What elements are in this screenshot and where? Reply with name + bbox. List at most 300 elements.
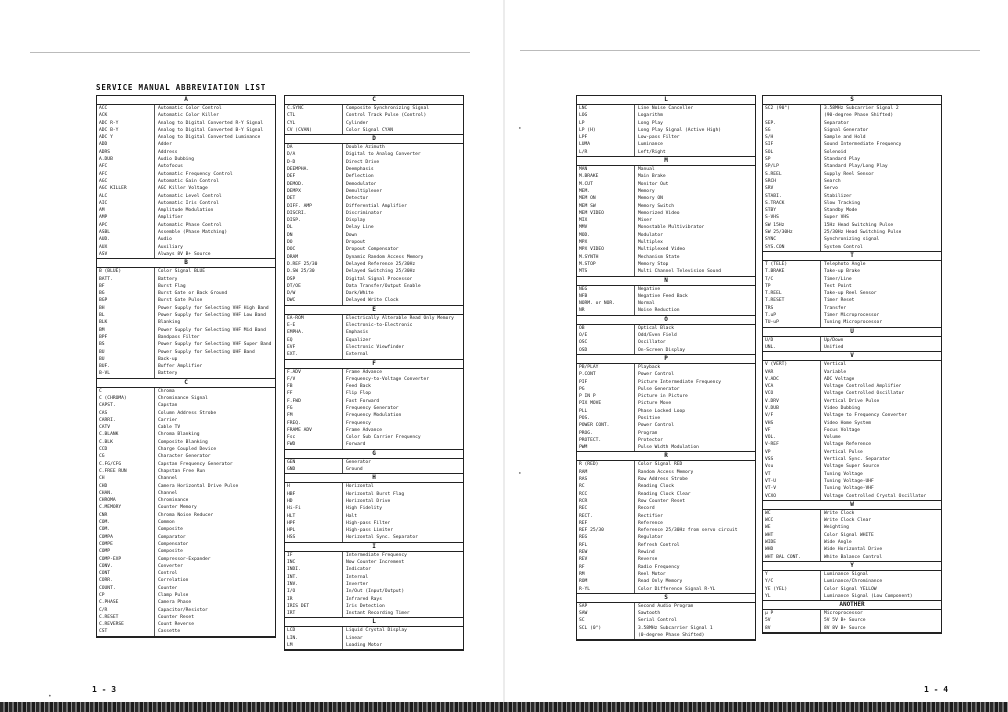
meaning: Power Control	[638, 423, 674, 429]
meaning: Chapstan Free Run	[158, 468, 206, 474]
meaning: Composite Blanking	[158, 439, 208, 445]
abbreviation: CP	[97, 592, 155, 599]
abbreviation-column-4	[762, 95, 942, 634]
abbreviation: EMPHA.	[285, 329, 343, 336]
abbreviation: REF	[577, 520, 635, 527]
abbreviation: CATV	[97, 424, 155, 431]
abbreviation-row	[97, 276, 275, 283]
meaning: Voltage Controlled Oscillator	[824, 391, 905, 397]
abbreviation-row	[97, 290, 275, 297]
abbreviation: CG	[97, 453, 155, 460]
abbreviation: T.BRAKE	[763, 268, 821, 275]
abbreviation: DL	[285, 224, 343, 231]
meaning: Horizontal	[346, 484, 374, 490]
section-header: H	[285, 474, 463, 483]
abbreviation-row	[285, 112, 463, 119]
abbreviation-row	[97, 105, 275, 112]
abbreviation: DEMOD.	[285, 181, 343, 188]
abbreviation: D/A	[285, 151, 343, 158]
abbreviation: PIX MOVE	[577, 400, 635, 407]
abbreviation-row	[285, 283, 463, 290]
abbreviation-row	[763, 112, 941, 119]
abbreviation: ACK	[97, 112, 155, 119]
abbreviation: CYL	[285, 120, 343, 127]
meaning: Refresh Control	[638, 542, 680, 548]
meaning: Channel	[158, 476, 178, 482]
abbreviation-row	[97, 446, 275, 453]
abbreviation: YL	[763, 593, 821, 600]
abbreviation: DIFF. AMP	[285, 203, 343, 210]
meaning: Solenoid	[824, 149, 847, 155]
abbreviation: BL	[97, 312, 155, 319]
meaning: Demultiplexer	[346, 188, 382, 194]
abbreviation-row	[763, 420, 941, 427]
meaning: Standard Play/Long Play	[824, 164, 888, 170]
abbreviation-row	[577, 415, 755, 422]
meaning: Memory ON	[638, 196, 663, 202]
abbreviation: MEM ON	[577, 195, 635, 202]
abbreviation: NFB	[577, 293, 635, 300]
page-number-right: 1 - 4	[924, 685, 949, 694]
meaning: Electrically Alterable Read Only Memory	[346, 315, 454, 321]
abbreviation-row	[285, 315, 463, 322]
meaning: Picture in Picture	[638, 394, 688, 400]
abbreviation-row	[577, 386, 755, 393]
meaning: Telephoto Angle	[824, 261, 866, 267]
meaning: Voltage to Frequency Converter	[824, 413, 907, 419]
section-header: T	[763, 252, 941, 261]
abbreviation-row	[577, 246, 755, 253]
abbreviation-row	[577, 364, 755, 371]
meaning: Variable	[824, 369, 847, 375]
abbreviation: F.ADV	[285, 369, 343, 376]
meaning: High-pass Filter	[346, 520, 391, 526]
meaning: Color Signal RED	[638, 462, 683, 468]
abbreviation-row	[577, 379, 755, 386]
meaning: Down	[346, 232, 358, 238]
abbreviation: NR	[577, 307, 635, 314]
abbreviation-row	[763, 471, 941, 478]
meaning: Slow Tracking	[824, 200, 860, 206]
abbreviation: D.SW 25/30	[285, 268, 343, 275]
abbreviation-row	[763, 361, 941, 368]
abbreviation-row	[577, 371, 755, 378]
meaning: Channel	[158, 490, 178, 496]
meaning: Horizontal Sync. Separator	[346, 535, 418, 541]
meaning: 5V 5V B+ Source	[824, 618, 866, 624]
abbreviation-row	[763, 617, 941, 624]
meaning: Generator	[346, 459, 371, 465]
abbreviation: HBF	[285, 491, 343, 498]
abbreviation-row	[577, 195, 755, 202]
meaning: Automatic Color Killer	[158, 113, 219, 119]
abbreviation-row	[763, 539, 941, 546]
meaning: Camera Phase	[158, 600, 192, 606]
meaning: Reading Clock	[638, 484, 674, 490]
abbreviation-row	[97, 171, 275, 178]
abbreviation: SG	[763, 127, 821, 134]
abbreviation-row	[577, 173, 755, 180]
abbreviation-row	[577, 261, 755, 268]
meaning: Automatic Gain Control	[158, 178, 219, 184]
abbreviation-row	[577, 469, 755, 476]
abbreviation-row	[285, 351, 463, 359]
abbreviation-row	[285, 120, 463, 127]
abbreviation: C (CHROMA)	[97, 395, 155, 402]
abbreviation: CTL	[285, 112, 343, 119]
abbreviation-row	[97, 424, 275, 431]
meaning: Dropout	[346, 240, 366, 246]
abbreviation-row	[97, 483, 275, 490]
abbreviation: TP	[763, 283, 821, 290]
abbreviation-row	[763, 405, 941, 412]
abbreviation: SC2 (90°)	[763, 105, 821, 112]
abbreviation-row	[285, 254, 463, 261]
meaning: Control	[158, 571, 178, 577]
meaning: Loading Motor	[346, 643, 382, 648]
meaning: Frame Advance	[346, 427, 382, 433]
abbreviation-row	[285, 210, 463, 217]
abbreviation: Y/C	[763, 578, 821, 585]
abbreviation-row	[285, 188, 463, 195]
meaning: High Fidelity	[346, 506, 382, 512]
abbreviation-row	[763, 305, 941, 312]
abbreviation-row	[97, 251, 275, 259]
abbreviation: FG	[285, 405, 343, 412]
abbreviation: A.DUB	[97, 156, 155, 163]
section-header: F	[285, 360, 463, 369]
meaning: Liquid Crystal Display	[346, 628, 407, 634]
section-header: P	[577, 355, 755, 364]
meaning: Automatic Level Control	[158, 193, 222, 199]
abbreviation-row	[285, 483, 463, 490]
abbreviation-row	[97, 621, 275, 628]
abbreviation-row	[763, 463, 941, 470]
abbreviation-row	[97, 363, 275, 370]
abbreviation-row	[763, 149, 941, 156]
meaning: Search	[824, 178, 841, 184]
abbreviation-row	[577, 549, 755, 556]
meaning: Instant Recording Timer	[346, 611, 410, 617]
meaning: Color Signal YELLOW	[824, 586, 877, 592]
abbreviation-row	[577, 578, 755, 585]
abbreviation: V.DRV	[763, 398, 821, 405]
abbreviation: µ P	[763, 610, 821, 617]
abbreviation-row	[763, 383, 941, 390]
meaning: Discriminator	[346, 210, 382, 216]
abbreviation-row	[763, 510, 941, 517]
section-header: U	[763, 328, 941, 337]
meaning: Audio Dubbing	[158, 157, 194, 163]
meaning: Delayed Switching 25/30Hz	[346, 269, 416, 275]
meaning: Sound Intermediate Frequency	[824, 142, 902, 148]
abbreviation: Vsu	[763, 463, 821, 470]
meaning: Burst Flag	[158, 283, 186, 289]
abbreviation-row	[285, 144, 463, 151]
punch-mark: •	[48, 693, 52, 700]
abbreviation-row	[763, 390, 941, 397]
abbreviation: FF	[285, 390, 343, 397]
meaning: On-Screen Display	[638, 347, 686, 353]
abbreviation: C	[97, 388, 155, 395]
meaning: Color Signal BLUE	[158, 269, 206, 275]
meaning: Detector	[346, 196, 369, 202]
abbreviation-row	[763, 427, 941, 434]
abbreviation: LUMA	[577, 141, 635, 148]
abbreviation: P.CONT	[577, 371, 635, 378]
meaning: Automatic Color Control	[158, 106, 222, 111]
abbreviation: BLK	[97, 319, 155, 326]
abbreviation-row	[97, 417, 275, 424]
meaning: Color Sub Carrier Frequency	[346, 435, 421, 441]
meaning: Intermediate Frequency	[346, 552, 407, 558]
abbreviation: CONV.	[97, 563, 155, 570]
meaning: Power Supply for Selecting VHF High Band	[158, 305, 269, 311]
abbreviation-row	[577, 217, 755, 224]
abbreviation-row	[763, 554, 941, 562]
section-header: S	[763, 96, 941, 105]
abbreviation: V/F	[763, 412, 821, 419]
abbreviation-row	[285, 498, 463, 505]
meaning: Auxiliary	[158, 244, 183, 250]
abbreviation-row	[577, 534, 755, 541]
abbreviation: VCO	[763, 390, 821, 397]
abbreviation-row	[285, 574, 463, 581]
meaning: Digital to Analog Converter	[346, 152, 421, 158]
meaning: White Balance Control	[824, 554, 883, 560]
meaning: Playback	[638, 364, 661, 370]
abbreviation-row	[577, 505, 755, 512]
abbreviation: HPF	[285, 520, 343, 527]
meaning: Main Brake	[638, 174, 666, 180]
abbreviation-row	[577, 617, 755, 624]
meaning: Random Access Memory	[638, 469, 694, 475]
meaning: Voltage Reference	[824, 442, 872, 448]
meaning: Audio	[158, 237, 172, 243]
abbreviation: C.MEMORY	[97, 504, 155, 511]
meaning: Transfer	[824, 305, 847, 311]
meaning: Differential Amplifier	[346, 203, 407, 209]
abbreviation: GEN	[285, 459, 343, 466]
abbreviation-row	[763, 337, 941, 344]
abbreviation-row	[285, 261, 463, 268]
abbreviation: SYS.CON	[763, 244, 821, 251]
abbreviation: CCD	[97, 446, 155, 453]
section-header: O	[577, 316, 755, 325]
abbreviation: DSP	[285, 276, 343, 283]
abbreviation-row	[285, 588, 463, 595]
meaning: Write Clock Clear	[824, 518, 872, 524]
abbreviation-row	[763, 524, 941, 531]
meaning: Frequency Generator	[346, 405, 399, 411]
meaning: Internal	[346, 574, 369, 580]
meaning: Capstan	[158, 403, 178, 409]
meaning: Blanking	[158, 320, 181, 326]
abbreviation-row	[763, 276, 941, 283]
abbreviation-row	[97, 156, 275, 163]
meaning: Tuning Voltage	[824, 471, 863, 477]
abbreviation-row	[763, 412, 941, 419]
meaning: Reference 25/30Hz from servo circuit	[638, 528, 738, 534]
meaning: Assemble (Phase Matching)	[158, 230, 228, 236]
meaning: Fast Forward	[346, 398, 380, 404]
meaning: Second Audio Program	[638, 603, 694, 609]
meaning: Rectifier	[638, 513, 663, 519]
meaning: Normal	[638, 301, 655, 307]
meaning: Test Point	[824, 283, 852, 289]
meaning: Negative Feed Back	[638, 293, 688, 299]
meaning: Microprocessor	[824, 611, 863, 617]
abbreviation: VHS	[763, 420, 821, 427]
abbreviation: DEEMPHA.	[285, 166, 343, 173]
abbreviation: NORM. or NOR.	[577, 300, 635, 307]
abbreviation: RC	[577, 483, 635, 490]
abbreviation: SIF	[763, 141, 821, 148]
abbreviation-row	[577, 181, 755, 188]
abbreviation-row	[97, 453, 275, 460]
meaning: In/Out (Input/Output)	[346, 589, 405, 595]
meaning: Synchronizing signal	[824, 237, 880, 243]
meaning: Charge Coupled Device	[158, 447, 217, 453]
abbreviation: RAM	[577, 469, 635, 476]
meaning: Memory Stop	[638, 261, 669, 267]
abbreviation: REF 25/30	[577, 527, 635, 534]
abbreviation-row	[577, 210, 755, 217]
abbreviation: Hi-Fi	[285, 505, 343, 512]
section-header: L	[285, 618, 463, 627]
meaning: 3.58MHz Subcarrier Signal 1	[638, 625, 713, 631]
meaning: Compensator	[158, 541, 189, 547]
abbreviation-row	[763, 344, 941, 352]
abbreviation: BU	[97, 349, 155, 356]
meaning: Bandpass Filter	[158, 334, 200, 340]
meaning: Voltage Controlled Crystal Oscillator	[824, 493, 927, 499]
abbreviation: H	[285, 483, 343, 490]
abbreviation: VCXO	[763, 493, 821, 500]
meaning: Deemphasis	[346, 167, 374, 173]
abbreviation-row	[285, 290, 463, 297]
abbreviation-row	[97, 431, 275, 438]
abbreviation-row	[763, 398, 941, 405]
abbreviation-row	[577, 134, 755, 141]
abbreviation-row	[763, 105, 941, 112]
abbreviation-row	[97, 120, 275, 127]
abbreviation: WCC	[763, 517, 821, 524]
abbreviation-row	[97, 461, 275, 468]
abbreviation: ADD	[97, 141, 155, 148]
meaning: Noise Reduction	[638, 308, 680, 314]
abbreviation-row	[97, 356, 275, 363]
abbreviation: SAP	[577, 603, 635, 610]
abbreviation-row	[763, 193, 941, 200]
abbreviation: REG	[577, 534, 635, 541]
abbreviation-row	[285, 642, 463, 650]
abbreviation: DA	[285, 144, 343, 151]
meaning: Frame Advance	[346, 369, 382, 375]
abbreviation: O/E	[577, 332, 635, 339]
abbreviation: F/V	[285, 376, 343, 383]
abbreviation: HSS	[285, 534, 343, 541]
abbreviation: CHROMA	[97, 497, 155, 504]
abbreviation: TRS	[763, 305, 821, 312]
abbreviation: HPL	[285, 527, 343, 534]
abbreviation-row	[577, 422, 755, 429]
abbreviation: EA-ROM	[285, 315, 343, 322]
scan-bottom-edge	[0, 702, 1008, 712]
meaning: Counter Memory	[158, 505, 197, 511]
abbreviation: LIN.	[285, 635, 343, 642]
abbreviation-row	[285, 159, 463, 166]
abbreviation-row	[763, 319, 941, 327]
abbreviation-row	[97, 214, 275, 221]
abbreviation: VOL.	[763, 434, 821, 441]
meaning: Electronic Viewfinder	[346, 344, 405, 350]
abbreviation: AFC	[97, 163, 155, 170]
abbreviation-row	[97, 319, 275, 326]
abbreviation-row	[97, 585, 275, 592]
meaning: Take-up Reel Sensor	[824, 291, 877, 297]
abbreviation: V-REF	[763, 441, 821, 448]
meaning: Row Address Strobe	[638, 477, 688, 483]
abbreviation-row	[285, 337, 463, 344]
abbreviation: LP	[577, 120, 635, 127]
abbreviation-row	[577, 632, 755, 640]
meaning: Battery	[158, 371, 178, 377]
abbreviation: C.SYNC	[285, 105, 343, 112]
meaning: Multiplexed Video	[638, 247, 686, 253]
abbreviation-row	[763, 268, 941, 275]
abbreviation: C.BLK	[97, 439, 155, 446]
meaning: Adder	[158, 142, 172, 148]
meaning: Analog to Digital Converted B-Y Signal	[158, 127, 264, 133]
abbreviation: EVF	[285, 344, 343, 351]
meaning: Record	[638, 506, 655, 512]
abbreviation-row	[577, 400, 755, 407]
abbreviation: HLT	[285, 513, 343, 520]
abbreviation-row	[285, 441, 463, 449]
meaning: Reference	[638, 520, 663, 526]
abbreviation: COM.	[97, 526, 155, 533]
abbreviation: SRV	[763, 185, 821, 192]
meaning: Carrier	[158, 417, 178, 423]
meaning: Frequency	[346, 420, 371, 426]
abbreviation-row	[97, 312, 275, 319]
meaning: Iris Detection	[346, 603, 385, 609]
abbreviation-row	[763, 517, 941, 524]
section-header: V	[763, 352, 941, 361]
abbreviation: OSD	[577, 347, 635, 354]
right-page	[504, 0, 1008, 712]
abbreviation-row	[763, 586, 941, 593]
abbreviation-row	[763, 185, 941, 192]
abbreviation-row	[285, 239, 463, 246]
section-header: W	[763, 501, 941, 510]
abbreviation-row	[763, 312, 941, 319]
meaning: Read Only Memory	[638, 579, 683, 585]
meaning: Program	[638, 430, 658, 436]
meaning: Chrominance Signal	[158, 395, 208, 401]
meaning: Vertical	[824, 362, 847, 368]
meaning: Buffer Amplifier	[158, 364, 203, 370]
abbreviation: IR	[285, 596, 343, 603]
meaning: Composite	[158, 527, 183, 533]
abbreviation: SC	[577, 617, 635, 624]
abbreviation: V.DUB	[763, 405, 821, 412]
meaning: Back-up	[158, 356, 178, 362]
abbreviation-row	[763, 571, 941, 578]
meaning: 3.58MHz Subcarrier Signal 2	[824, 106, 899, 111]
meaning: Capstan Frequency Generator	[158, 461, 233, 467]
